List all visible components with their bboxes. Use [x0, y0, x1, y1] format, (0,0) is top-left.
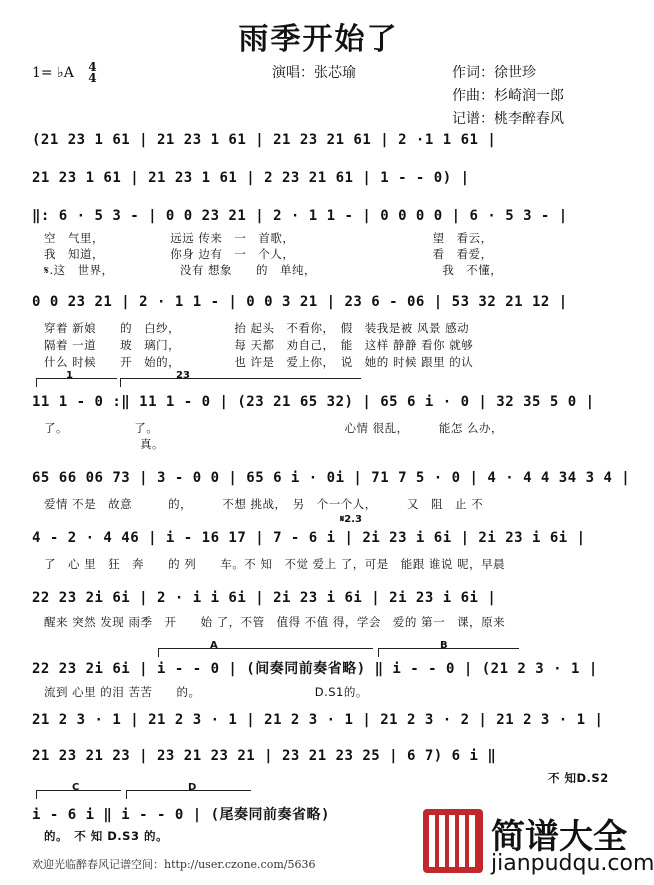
lyric-line: 了 心 里 狂 奔 的 列 车。不 知 不觉 爱上 了，可是 能跟 谁说 呢，早晨: [44, 557, 506, 571]
key-label: 1= ♭A: [32, 65, 74, 81]
lyric-line: 隔着 一道 玻 璃门， 每 天都 劝自己， 能 这样 静静 看你 就够: [44, 338, 474, 352]
footer-text: 欢迎光临醉春风记谱空间：http://user.czone.com/5636: [32, 858, 316, 871]
notation-row: 22 23 2i 6i | i - - 0 | (间奏同前奏省略) ‖ i - - 0 | (21 2 3 · 1 |: [32, 661, 598, 677]
lyric-line: 空 气里， 远远 传来 一 首歌， 望 看云，: [44, 231, 493, 245]
logo-title: 简谱大全: [491, 817, 627, 857]
singer-credit: 演唱：张芯瑜: [272, 65, 356, 81]
marker-d: D: [188, 782, 197, 793]
time-sig-top: 4: [88, 60, 97, 74]
lyric-line: 我 知道， 你身 边有 一 个人， 看 看爱，: [44, 247, 493, 261]
notation-row: 21 23 1 61 | 21 23 1 61 | 2 23 21 61 | 1 - - 0) |: [32, 170, 470, 186]
marker-b: B: [440, 640, 448, 651]
time-signature: [88, 62, 96, 84]
lyric-line: 真。: [44, 437, 164, 451]
marker-c: C: [72, 782, 80, 793]
lyric-line: 了。 了。 心情 很乱， 能怎 么办，: [44, 421, 504, 435]
composer-credit: 作曲：杉崎润一郎: [452, 88, 564, 104]
song-title: 雨季开始了: [238, 22, 399, 57]
lyricist-credit: 作词：徐世珍: [452, 65, 536, 81]
lyric-line: 穿着 新娘 的 白纱， 抬 起头 不看你， 假 装我是被 风景 感动: [44, 321, 470, 335]
notation-row: 4 - 2 · 4 46 | i - 16 17 | 7 - 6 i | 2i 23 i 6i | 2i 23 i 6i |: [32, 530, 586, 546]
volta-23-bracket: [120, 378, 361, 387]
segno-marker: 𝄋2.3: [340, 514, 363, 525]
lyric-line: 流到 心里 的泪 苦苦 的。 D.S1的。: [44, 685, 368, 699]
notation-row: 21 23 21 23 | 23 21 23 21 | 23 21 23 25 | 6 7) 6 i ‖: [32, 748, 497, 764]
notation-row: 0 0 23 21 | 2 · 1 1 - | 0 0 3 21 | 23 6 - 06 | 53 32 21 12 |: [32, 294, 568, 310]
notation-row: (21 23 1 61 | 21 23 1 61 | 21 23 21 61 | 2 ·1 1 61 |: [32, 132, 497, 148]
site-logo: [423, 809, 654, 879]
lyric-line: 𝄋.这 世界， 没有 想象 的 单纯， 我 不懂，: [44, 263, 503, 277]
transcriber-credit: 记谱：桃李醉春风: [452, 111, 564, 127]
notation-row: ‖: 6 · 5 3 - | 0 0 23 21 | 2 · 1 1 - | 0 0 0 0 | 6 · 5 3 - |: [32, 208, 568, 224]
logo-url: jianpudqu.com: [491, 851, 654, 876]
lyric-line: 爱情 不是 故意 的， 不想 挑战， 另 个一个人， 又 阻 止 不: [44, 497, 484, 511]
end-note-ds2: 不 知D.S2: [548, 771, 609, 785]
notation-row: 22 23 2i 6i | 2 · i i 6i | 2i 23 i 6i | 2i 23 i 6i |: [32, 590, 497, 606]
notation-row: 11 1 - 0 :‖ 11 1 - 0 | (23 21 65 32) | 65 6 i · 0 | 32 35 5 0 |: [32, 394, 595, 410]
time-sig-bottom: 4: [88, 71, 97, 85]
notation-row: 65 66 06 73 | 3 - 0 0 | 65 6 i · 0i | 71 7 5 · 0 | 4 · 4 4 34 3 4 |: [32, 470, 631, 486]
piano-icon: [423, 809, 483, 873]
marker-b-bracket: [378, 648, 519, 657]
notation-row: i - 6 i ‖ i - - 0 | (尾奏同前奏省略): [32, 807, 330, 823]
volta-1-label: 1: [66, 370, 73, 381]
lyric-line: 的。 不 知 D.S3 的。: [44, 829, 168, 843]
lyric-line: 醒来 突然 发现 雨季 开 始 了，不管 值得 不值 得，学会 爱的 第一 课，原来: [44, 615, 506, 629]
marker-a: A: [210, 640, 218, 651]
volta-1-bracket: [36, 378, 117, 387]
notation-row: 21 2 3 · 1 | 21 2 3 · 1 | 21 2 3 · 1 | 21 2 3 · 2 | 21 2 3 · 1 |: [32, 712, 604, 728]
volta-23-label: 23: [176, 370, 190, 381]
lyric-line: 什么 时候 开 始的， 也 许是 爱上你， 说 她的 时候 跟里 的认: [44, 355, 474, 369]
key-signature: [32, 62, 97, 84]
marker-a-bracket: [158, 648, 373, 657]
